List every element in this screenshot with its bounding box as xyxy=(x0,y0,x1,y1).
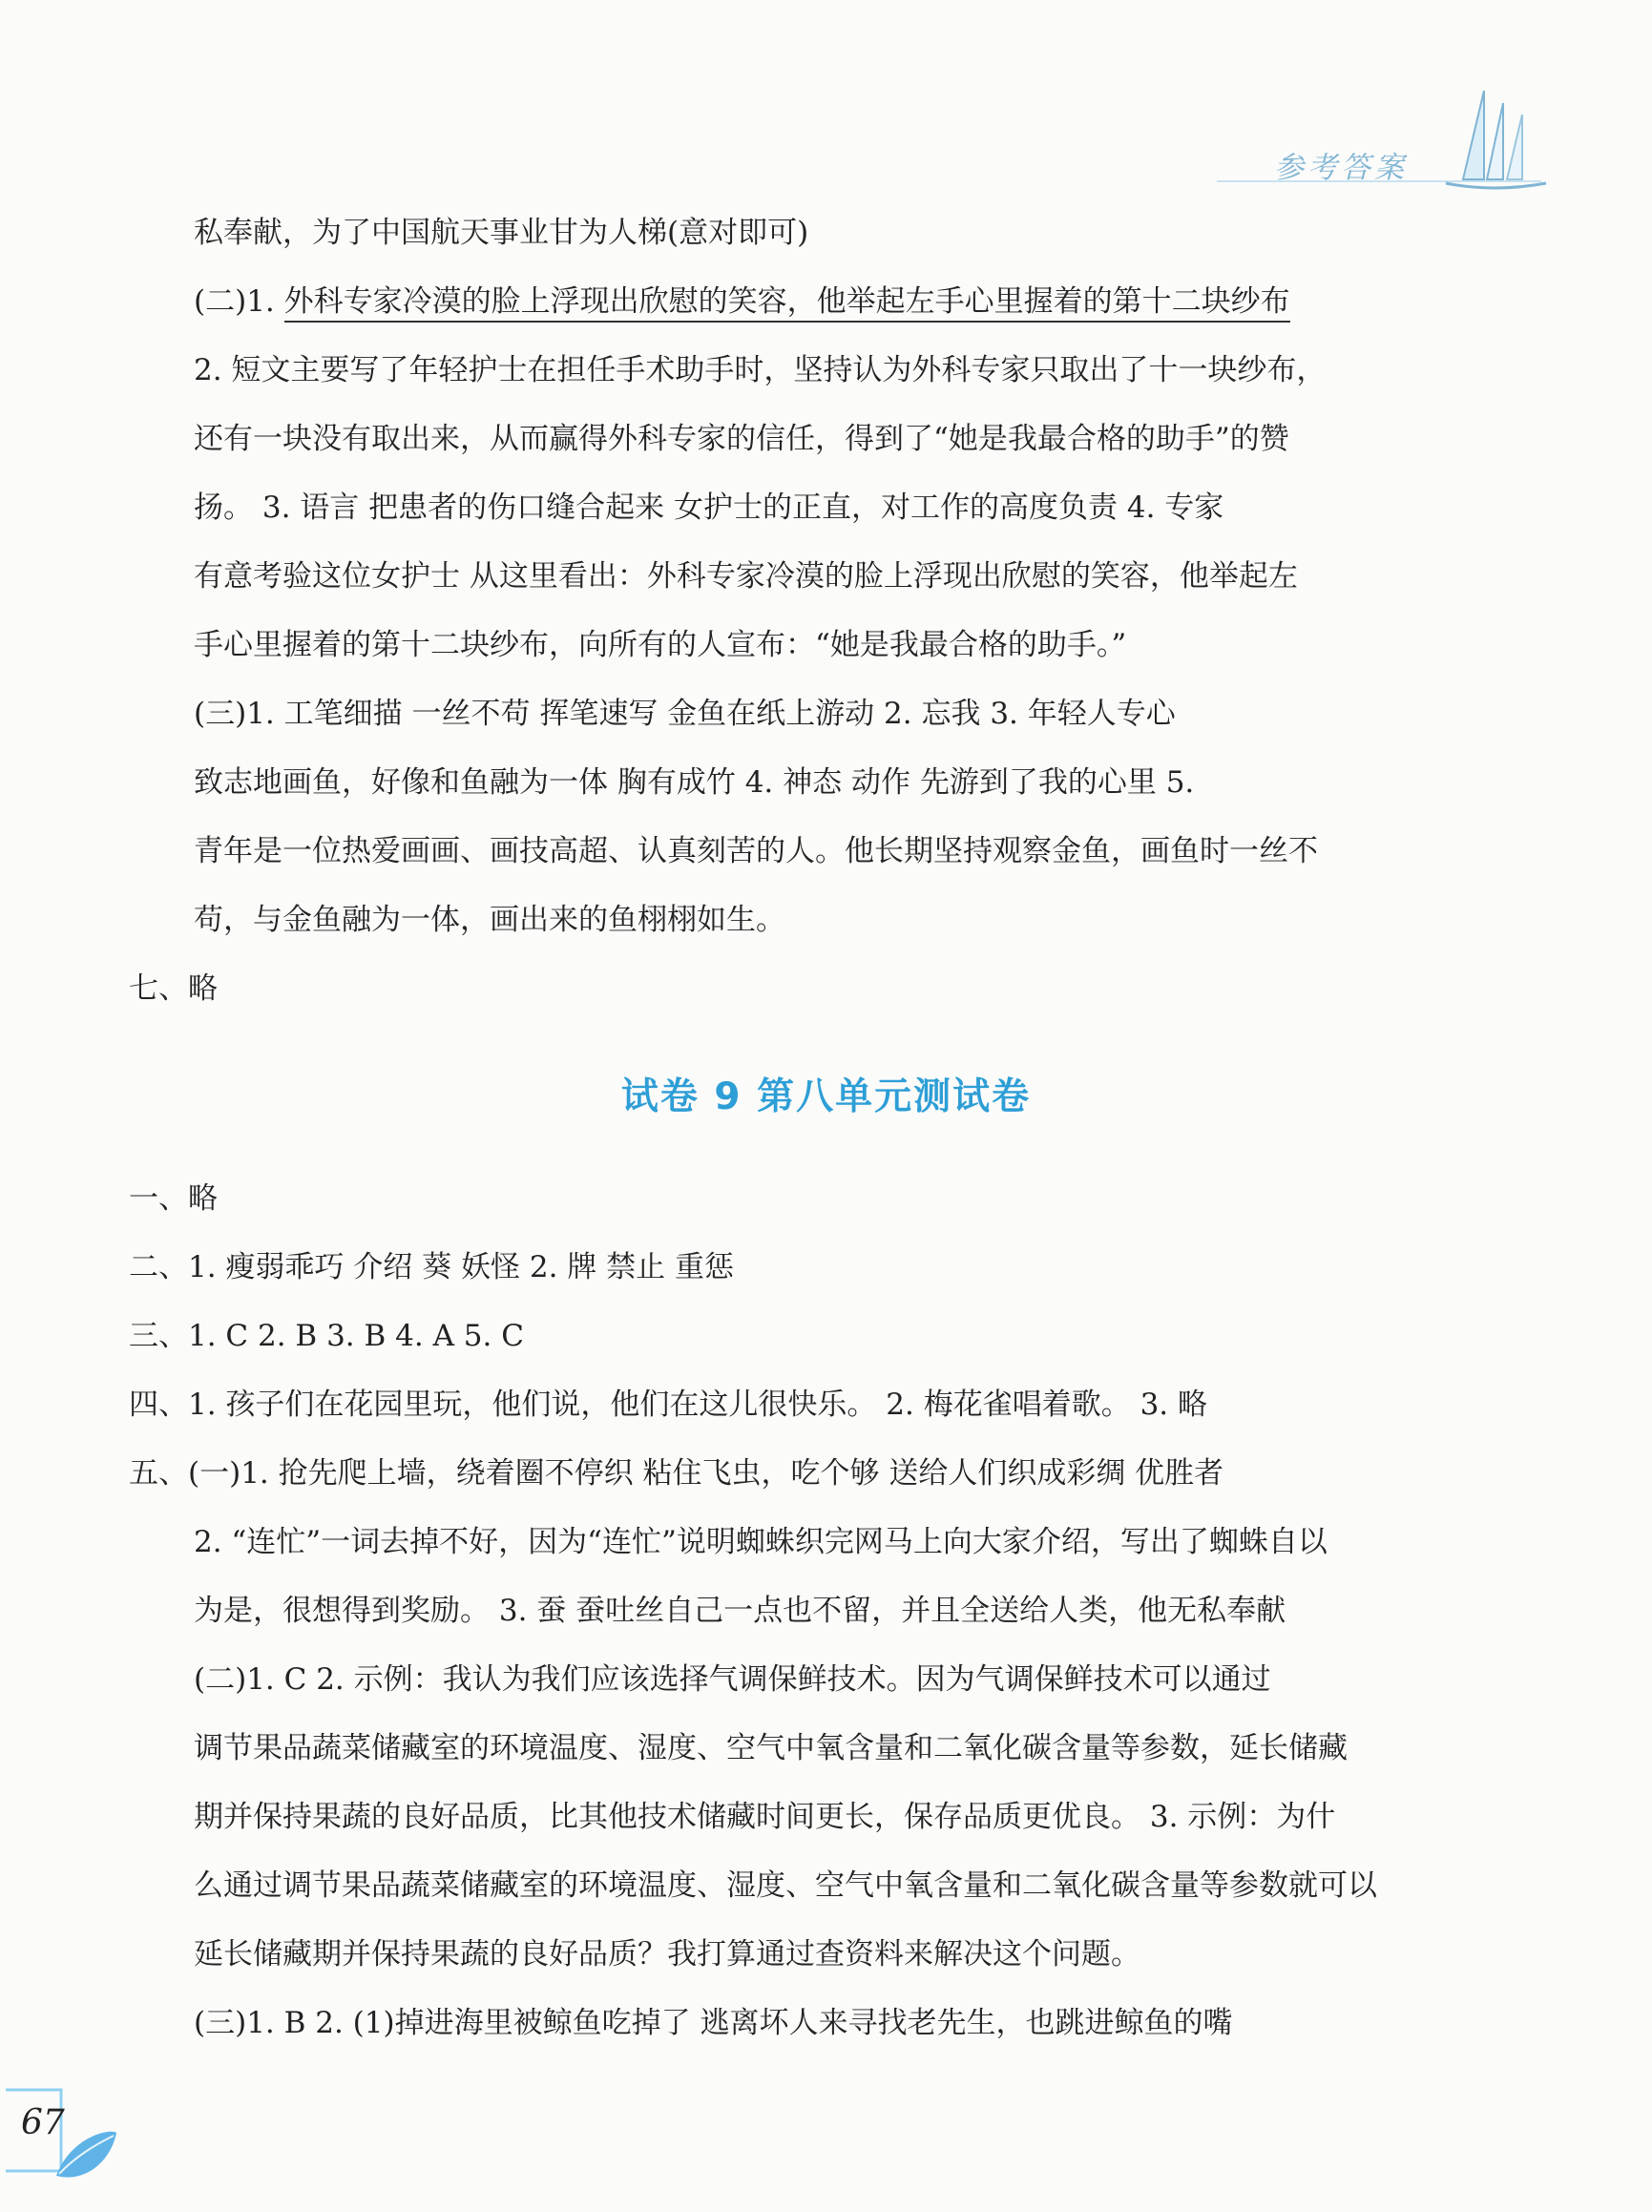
text-line: 调节果品蔬菜储藏室的环境温度、湿度、空气中氧含量和二氧化碳含量等参数，延长储藏 xyxy=(194,1731,1348,1765)
text-line: 七、略 xyxy=(129,971,218,1006)
page-number-badge xyxy=(4,2080,118,2185)
text-line: 扬。 3. 语言 把患者的伤口缝合起来 女护士的正直，对工作的高度负责 4. 专家 xyxy=(194,490,1224,525)
text-line: 2. “连忙”一词去掉不好，因为“连忙”说明蜘蛛织完网马上向大家介绍，写出了蜘蛛自以 xyxy=(194,1525,1328,1559)
text-line: 一、略 xyxy=(129,1181,218,1216)
text-line xyxy=(194,281,1290,323)
text-line: (三)1. B 2. (1)掉进海里被鲸鱼吃掉了 逃离坏人来寻找老先生，也跳进鲸鱼的嘴 xyxy=(194,2006,1233,2040)
underlined-answer: 外科专家冷漠的脸上浮现出欣慰的笑容，他举起左手心里握着的第十二块纱布 xyxy=(284,284,1290,323)
text-line: (二)1. C 2. 示例：我认为我们应该选择气调保鲜技术。因为气调保鲜技术可以通过 xyxy=(194,1662,1271,1697)
text-line: 私奉献，为了中国航天事业甘为人梯(意对即可) xyxy=(194,216,809,250)
text-line: 致志地画鱼，好像和鱼融为一体 胸有成竹 4. 神态 动作 先游到了我的心里 5. xyxy=(194,765,1195,800)
text-line: 2. 短文主要写了年轻护士在担任手术助手时，坚持认为外科专家只取出了十一块纱布， xyxy=(194,353,1327,387)
text-line: 手心里握着的第十二块纱布，向所有的人宣布：“她是我最合格的助手。” xyxy=(194,628,1127,662)
text-line: 青年是一位热爱画画、画技高超、认真刻苦的人。他长期坚持观察金鱼，画鱼时一丝不 xyxy=(194,834,1318,868)
text-line: 么通过调节果品蔬菜储藏室的环境温度、湿度、空气中氧含量和二氧化碳含量等参数就可以 xyxy=(194,1868,1377,1903)
text-line: (三)1. 工笔细描 一丝不苟 挥笔速写 金鱼在纸上游动 2. 忘我 3. 年轻人专心 xyxy=(194,697,1176,731)
section-title: 试卷 9 第八单元测试卷 xyxy=(620,1075,1032,1118)
page-header xyxy=(1160,76,1560,191)
text-line: 延长储藏期并保持果蔬的良好品质？我打算通过查资料来解决这个问题。 xyxy=(194,1937,1140,1972)
text-line: 有意考验这位女护士 从这里看出：外科专家冷漠的脸上浮现出欣慰的笑容，他举起左 xyxy=(194,559,1298,594)
text-line: 为是，很想得到奖励。 3. 蚕 蚕吐丝自己一点也不留，并且全送给人类，他无私奉献 xyxy=(194,1594,1286,1628)
header-label: 参考答案 xyxy=(1274,151,1408,185)
page-number: 67 xyxy=(21,2103,65,2142)
text-line: 期并保持果蔬的良好品质，比其他技术储藏时间更长，保存品质更优良。 3. 示例：为什 xyxy=(194,1800,1336,1834)
text-line: 四、1. 孩子们在花园里玩，他们说，他们在这儿很快乐。 2. 梅花雀唱着歌。 3. 略 xyxy=(129,1388,1207,1422)
text-line-prefix: (二)1. xyxy=(194,284,284,319)
text-line: 二、1. 瘦弱乖巧 介绍 葵 妖怪 2. 牌 禁止 重惩 xyxy=(129,1250,734,1284)
text-line: 三、1. C 2. B 3. B 4. A 5. C xyxy=(129,1319,524,1353)
text-line: 五、(一)1. 抢先爬上墙，绕着圈不停织 粘住飞虫，吃个够 送给人们织成彩绸 优胜者 xyxy=(129,1456,1224,1491)
text-line: 还有一块没有取出来，从而赢得外科专家的信任，得到了“她是我最合格的助手”的赞 xyxy=(194,422,1289,456)
text-line: 苟，与金鱼融为一体，画出来的鱼栩栩如生。 xyxy=(194,903,785,937)
